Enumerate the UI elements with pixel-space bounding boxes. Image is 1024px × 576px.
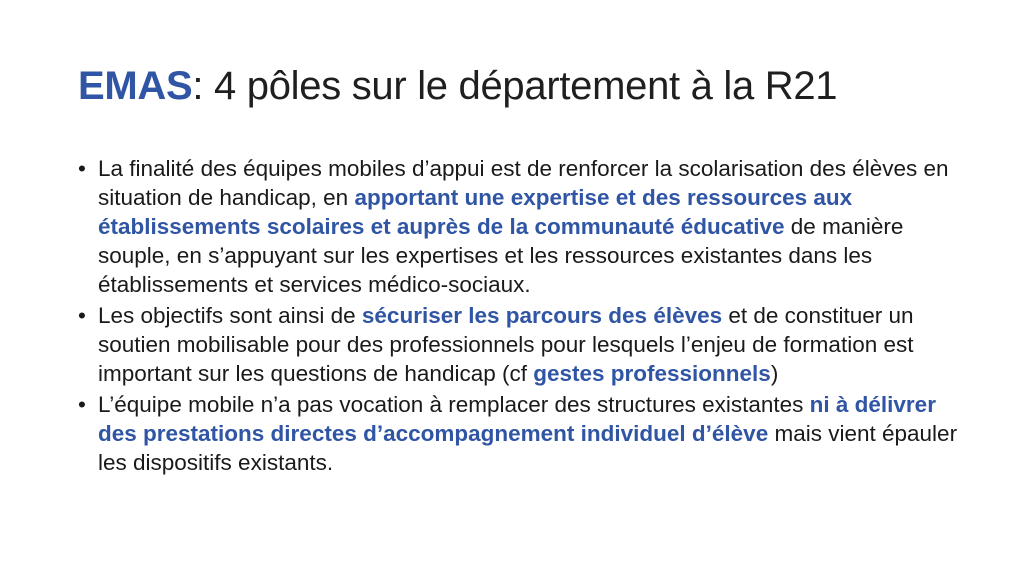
bullet-text: de manière souple, en s’appuyant sur les expertises et les ressources existantes dans les établissements et services médico-sociaux. <box>98 214 904 297</box>
bullet-icon: • <box>78 303 86 328</box>
slide-title <box>78 62 837 110</box>
bullet-text: Les objectifs sont ainsi de <box>98 303 362 328</box>
title-accent: EMAS <box>78 64 193 108</box>
bullet-text: et de constituer un soutien mobilisable pour des professionnels pour lesquels l’enjeu de formation est important sur les questions de handicap (cf <box>98 303 914 386</box>
title-text: 4 pôles sur le département à la R21 <box>203 64 838 108</box>
bullet-item-vocation <box>78 390 958 477</box>
bullet-text: mais vient épauler les dispositifs existants. <box>98 421 958 475</box>
bullet-text: L’équipe mobile n’a pas vocation à remplacer des structures existantes <box>98 392 810 417</box>
bullet-item-finalite <box>78 154 958 299</box>
title-separator: : <box>192 64 204 108</box>
bullet-list <box>78 154 958 479</box>
bullet-text: ) <box>770 361 779 386</box>
bullet-highlight: ni à délivrer des prestations directes d’accompagnement individuel d’élève <box>98 392 936 446</box>
bullet-icon: • <box>78 156 86 181</box>
bullet-highlight: sécuriser les parcours des élèves <box>361 303 723 328</box>
bullet-icon: • <box>78 392 86 417</box>
bullet-highlight: gestes professionnels <box>533 361 771 386</box>
bullet-item-objectifs <box>78 301 958 388</box>
bullet-text: La finalité des équipes mobiles d’appui est de renforcer la scolarisation des élèves en situation de handicap, en <box>98 156 949 210</box>
bullet-highlight: apportant une expertise et des ressources aux établissements scolaires et auprès de la communauté éducative <box>98 185 853 239</box>
